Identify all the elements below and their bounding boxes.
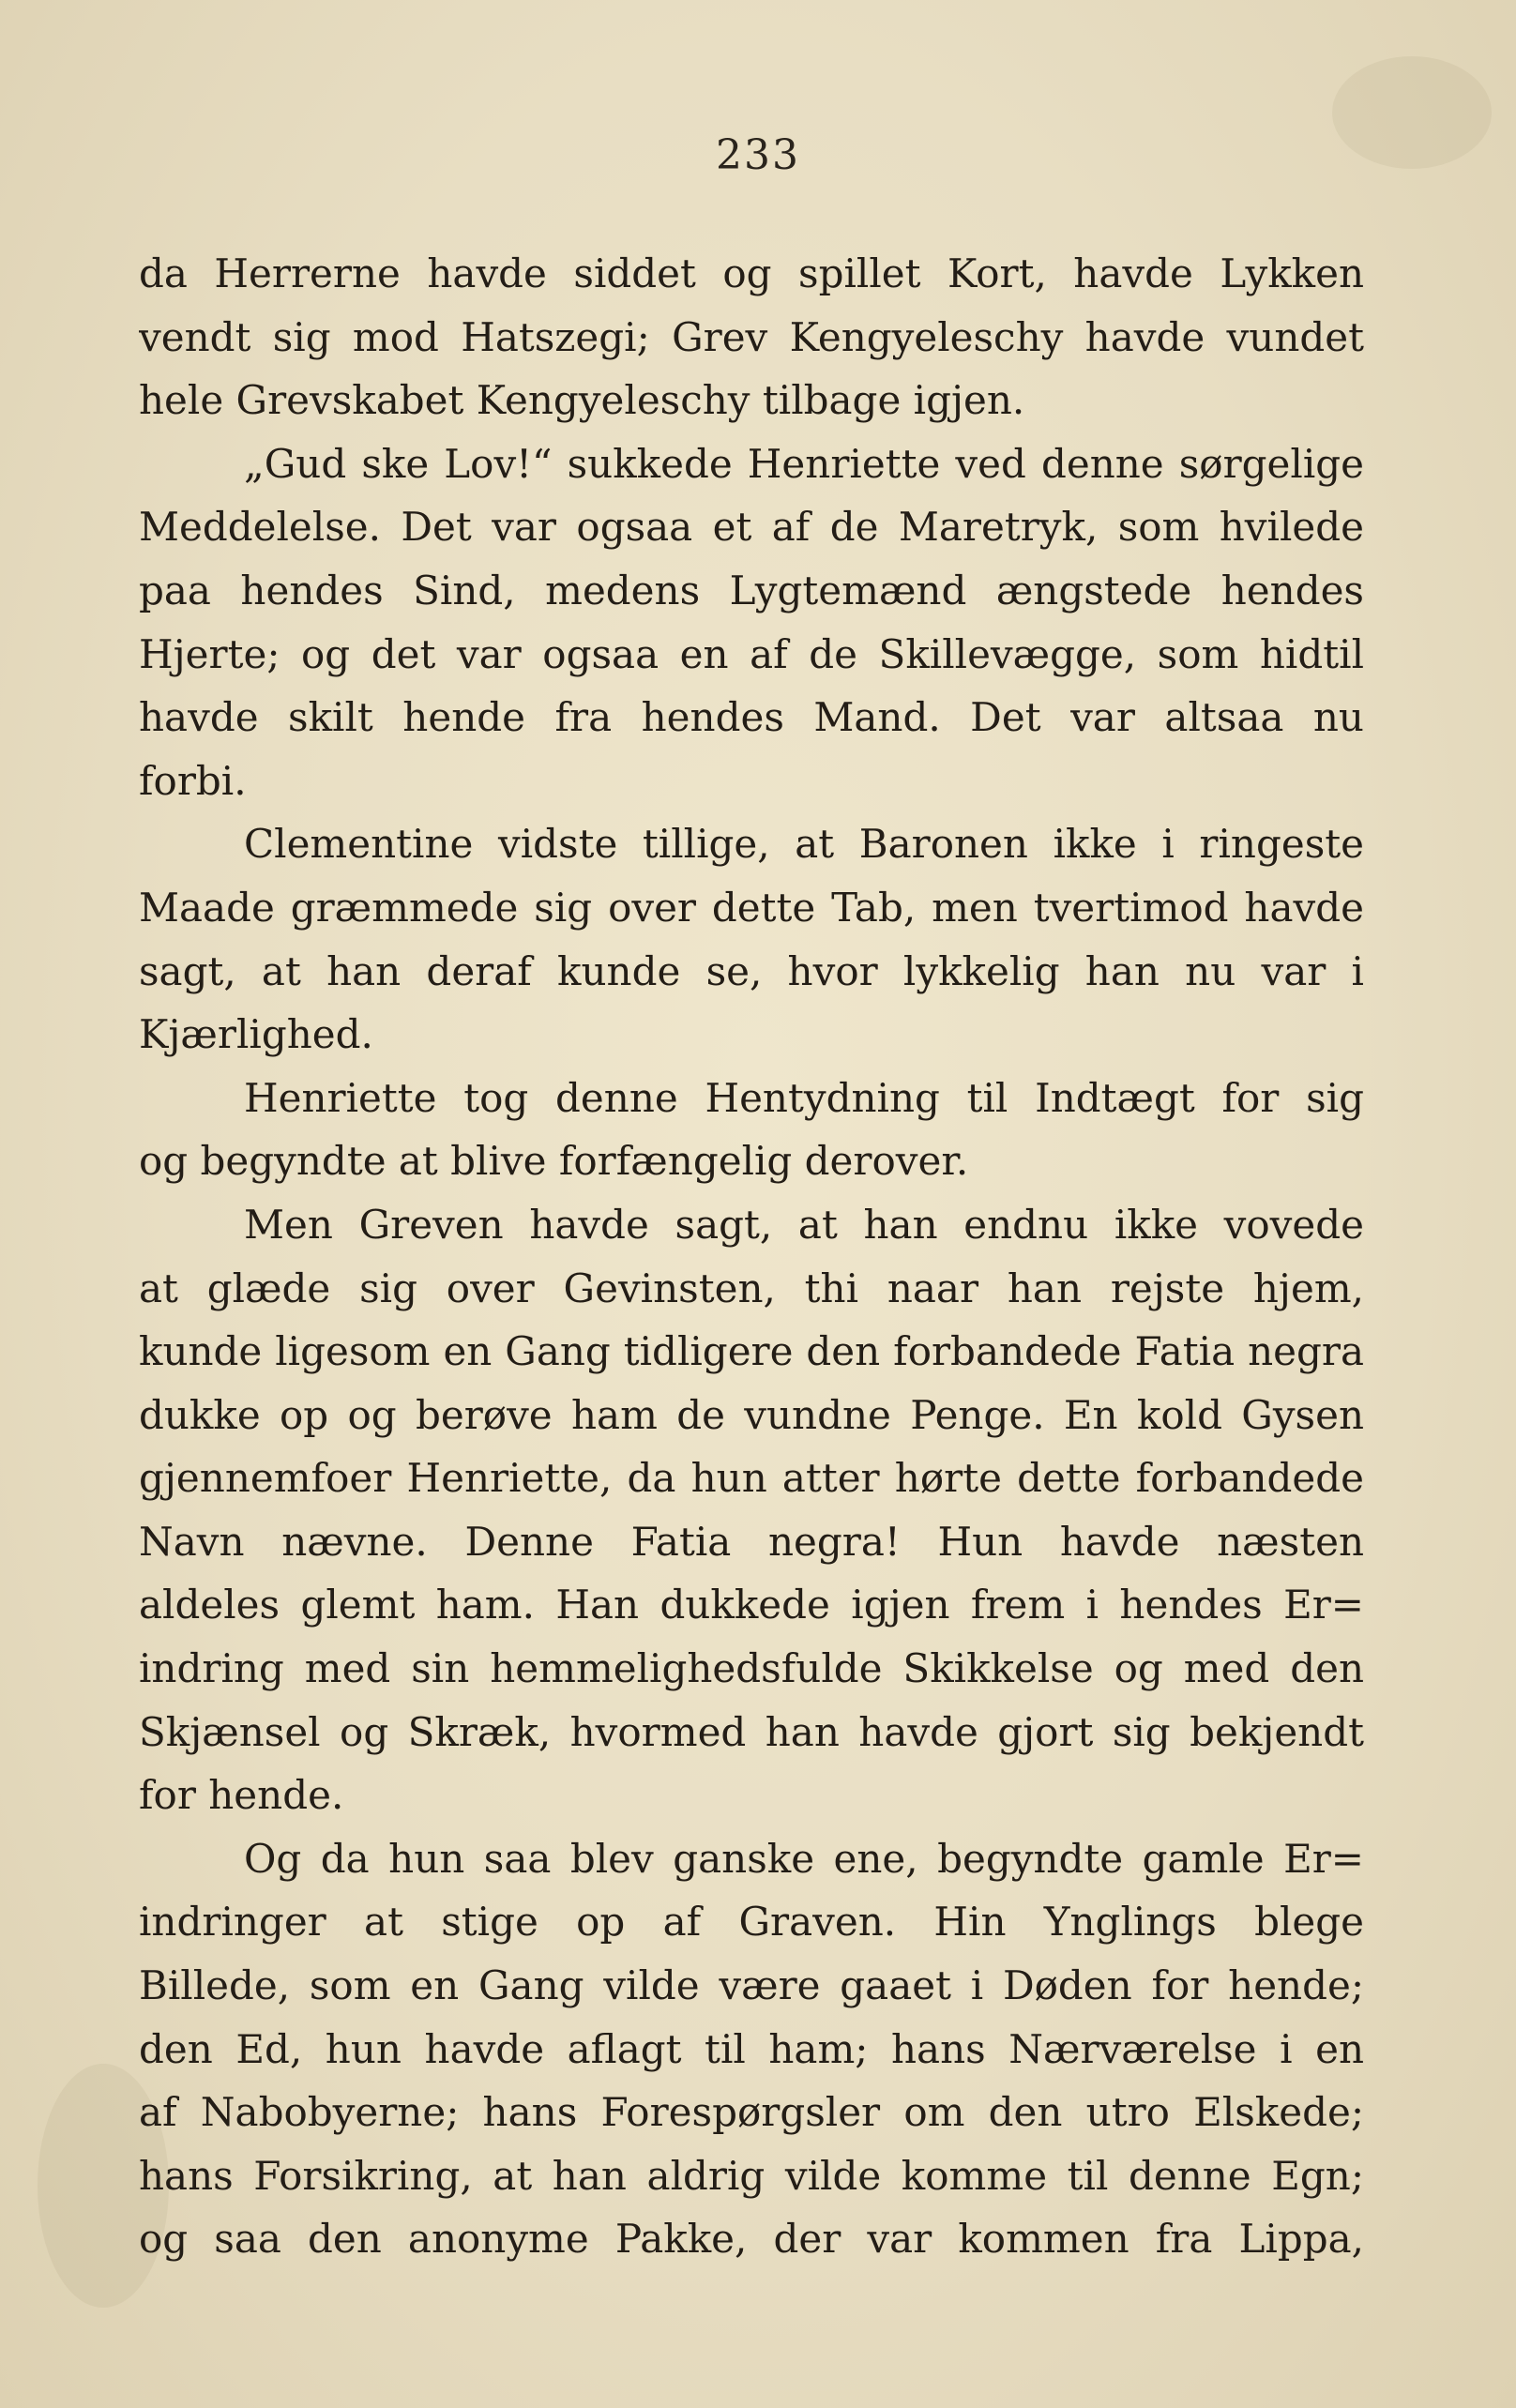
text-line: Billede, som en Gang vilde være gaaet i Døden for hende;	[139, 1962, 1364, 2009]
text-line: „Gud ske Lov!“ sukkede Henriette ved denne sørgelige	[244, 440, 1364, 487]
text-line: af Nabobyerne; hans Forespørgsler om den utro Elskede;	[139, 2089, 1364, 2136]
text-line: paa hendes Sind, medens Lygtemænd ængstede hendes	[139, 567, 1364, 613]
body-text	[139, 242, 1364, 2271]
text-line: den Ed, hun havde aflagt til ham; hans Nærværelse i en	[139, 2025, 1364, 2072]
text-line: forbi.	[139, 757, 247, 804]
text-line: Navn nævne. Denne Fatia negra! Hun havde næsten	[139, 1518, 1364, 1565]
text-line: sagt, at han deraf kunde se, hvor lykkelig han nu var i	[139, 947, 1364, 994]
text-line: og saa den anonyme Pakke, der var kommen fra Lippa,	[139, 2216, 1364, 2263]
text-line: hans Forsikring, at han aldrig vilde komme til denne Egn;	[139, 2152, 1364, 2199]
text-line: vendt sig mod Hatszegi; Grev Kengyeleschy havde vundet	[139, 313, 1364, 360]
text-line: Henriette tog denne Hentydning til Indtægt for sig	[244, 1074, 1364, 1121]
text-line: Maade græmmede sig over dette Tab, men tvertimod havde	[139, 884, 1364, 931]
text-line: kunde ligesom en Gang tidligere den forbandede Fatia negra	[139, 1328, 1364, 1375]
text-line: Meddelelse. Det var ogsaa et af de Maretryk, som hvilede	[139, 504, 1364, 551]
text-line: indringer at stige op af Graven. Hin Ynglings blege	[139, 1899, 1364, 1946]
text-line: hele Grevskabet Kengyeleschy tilbage igjen.	[139, 377, 1025, 424]
text-line: havde skilt hende fra hendes Mand. Det var altsaa nu	[139, 694, 1364, 741]
text-line: Clementine vidste tillige, at Baronen ikke i ringeste	[244, 821, 1364, 868]
text-line: for hende.	[139, 1772, 344, 1819]
text-line: Skjænsel og Skræk, hvormed han havde gjort sig bekjendt	[139, 1708, 1364, 1755]
page-number: 233	[716, 131, 800, 179]
text-line: da Herrerne havde siddet og spillet Kort, havde Lykken	[139, 250, 1364, 296]
text-line: Kjærlighed.	[139, 1011, 373, 1058]
text-line: Og da hun saa blev ganske ene, begyndte gamle Er=	[244, 1835, 1364, 1882]
text-line: indring med sin hemmelighedsfulde Skikkelse og med den	[139, 1645, 1364, 1692]
text-line: Men Greven havde sagt, at han endnu ikke vovede	[244, 1201, 1364, 1248]
text-line: aldeles glemt ham. Han dukkede igjen frem i hendes Er=	[139, 1582, 1364, 1628]
text-line: at glæde sig over Gevinsten, thi naar han rejste hjem,	[139, 1265, 1364, 1311]
text-line: dukke op og berøve ham de vundne Penge. En kold Gysen	[139, 1391, 1364, 1438]
text-line: Hjerte; og det var ogsaa en af de Skillevægge, som hidtil	[139, 630, 1364, 677]
text-line: gjennemfoer Henriette, da hun atter hørte dette forbandede	[139, 1455, 1364, 1502]
text-line: og begyndte at blive forfængelig derover.	[139, 1138, 969, 1185]
